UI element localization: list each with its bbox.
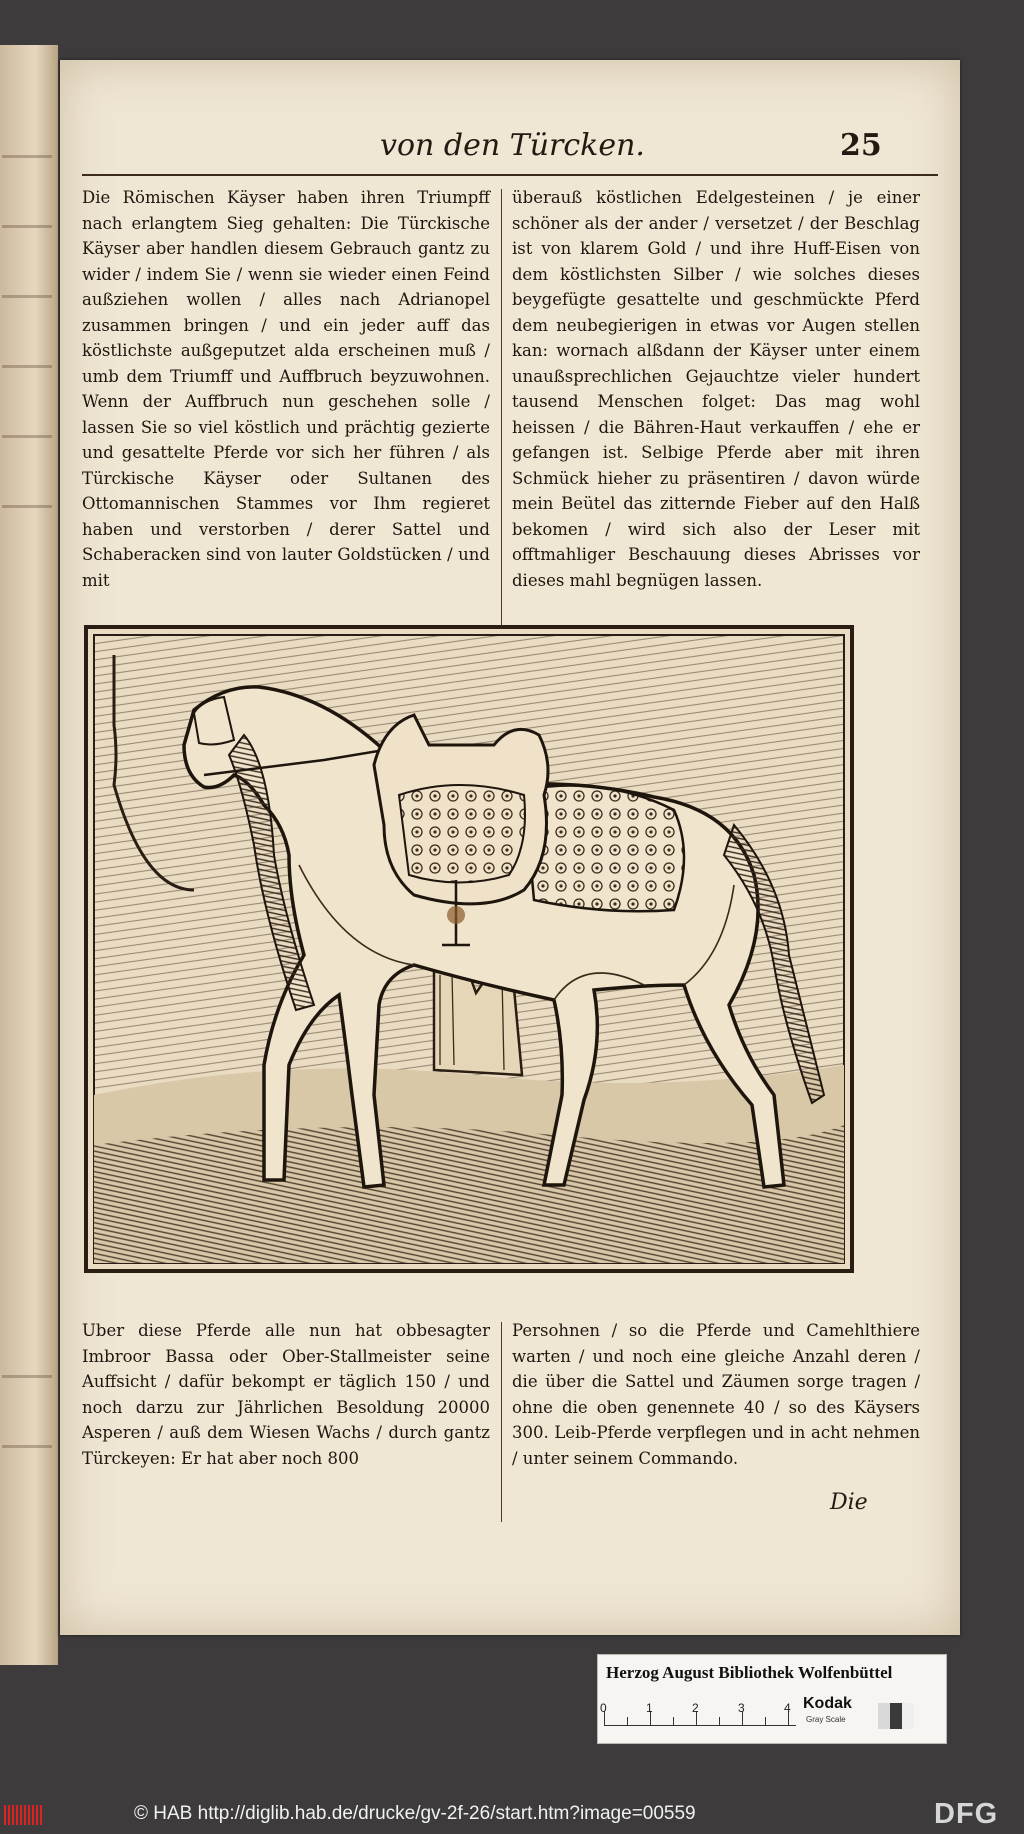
dfg-logo: DFG bbox=[934, 1798, 999, 1830]
edge-text-line bbox=[2, 505, 52, 508]
scale-number: 3 bbox=[738, 1701, 745, 1715]
page-number: 25 bbox=[840, 128, 882, 163]
scale-tick bbox=[765, 1717, 766, 1725]
gray-scale-ruler bbox=[604, 1695, 796, 1726]
footer-bar bbox=[0, 1795, 1024, 1834]
scale-tick bbox=[627, 1717, 628, 1725]
lower-text-block bbox=[82, 1318, 942, 1538]
header-rule bbox=[82, 174, 938, 176]
scale-number: 0 bbox=[600, 1701, 607, 1715]
edge-text-line bbox=[2, 365, 52, 368]
lower-left-column: Uber diese Pferde alle nun hat obbesagter Imbroor Bassa oder Ober-Stallmeister seine Auffsicht / dafür bekompt er täglich 150 / und noch darzu zur Jährlichen Besoldung 20000 Asperen / auß dem Wiesen Wachs / durch gantz Türckeyen: Er hat aber noch 800 bbox=[82, 1321, 490, 1468]
edge-text-line bbox=[2, 155, 52, 158]
barcode-icon bbox=[4, 1805, 44, 1825]
scale-tick bbox=[719, 1717, 720, 1725]
gray-swatch bbox=[878, 1703, 890, 1729]
library-color-target bbox=[597, 1654, 947, 1744]
library-name: Herzog August Bibliothek Wolfenbüttel bbox=[606, 1663, 893, 1682]
scale-number: 1 bbox=[646, 1701, 653, 1715]
column-divider bbox=[501, 189, 502, 659]
upper-left-column: Die Römischen Käyser haben ihren Triumpff nach erlangtem Sieg gehalten: Die Türckische Käyser aber handlen diesem Gebrauch gantz zu wider / indem Sie / wenn sie wieder einen Feind außziehen wollen / alles nach Adrianopel zusammen bringen / und ein jeder auff das köstlichste außgeputzet alda erscheinen muß / umb dem Triumff und Auffbruch beyzuwohnen. Wenn der Auffbruch nun geschehen solle / lassen Sie so viel köstlich und prächtig gezierte und gesattelte Pferde vor sich her führen / als Türckische Käyser oder Sultanen des Ottomannischen Stammes vor Ihm regieret haben und verstorben / derer Sattel und Schaberacken sind von lauter Goldstücken / und mit bbox=[82, 188, 490, 590]
edge-text-line bbox=[2, 1375, 52, 1378]
saddled-horse-woodcut bbox=[84, 625, 854, 1273]
edge-text-line bbox=[2, 435, 52, 438]
upper-text-block bbox=[82, 185, 942, 665]
adjacent-page-edge bbox=[0, 45, 58, 1665]
source-credit: © HAB http://diglib.hab.de/drucke/gv-2f-26/start.htm?image=00559 bbox=[134, 1803, 696, 1824]
scale-number: 4 bbox=[784, 1701, 791, 1715]
edge-text-line bbox=[2, 225, 52, 228]
book-page bbox=[60, 60, 960, 1635]
kodak-brand: Kodak bbox=[803, 1695, 852, 1712]
scale-tick bbox=[673, 1717, 674, 1725]
gray-swatch bbox=[890, 1703, 902, 1729]
catchword: Die bbox=[830, 1490, 868, 1515]
edge-text-line bbox=[2, 1445, 52, 1448]
gray-swatch bbox=[902, 1703, 914, 1729]
running-head bbox=[60, 128, 960, 178]
upper-right-column: überauß köstlichen Edelgesteinen / je einer schöner als der ander / versetzet / der Beschlag ist von klarem Gold / und ihre Huff-Eisen von dem köstlichsten Silber / wie solches dieses beygefügte gesattelte und geschmückte Pferd dem neubegierigen in etwas vor Augen stellen kan: wornach alßdann der Käyser unter einem unaußsprechlichen Gejauchtze vieler hundert tausend Menschen folget: Das mag wohl heissen / die Bähren-Haut verkauffen / ehe er gefangen ist. Selbige Pferde aber mit ihren Schmück hieher zu präsentiren / davon würde mein Beütel das zitternde Fieber auf den Halß bekomen / wird sich also der Leser mit offtmahliger Beschauung dieses Abrisses vor dieses mahl begnügen lassen. bbox=[512, 188, 920, 590]
lower-right-column: Persohnen / so die Pferde und Camehlthiere warten / und noch eine gleiche Anzahl deren / die über die Sattel und Zäumen sorge tragen / ohne die oben genennete 40 / so des Käysers 300. Leib-Pferde verpflegen und in acht nehmen / unter seinem Commando. bbox=[512, 1321, 920, 1468]
column-divider bbox=[501, 1322, 502, 1522]
scale-number: 2 bbox=[692, 1701, 699, 1715]
gray-scale-caption: Gray Scale bbox=[806, 1715, 846, 1724]
edge-text-line bbox=[2, 295, 52, 298]
page-title: von den Türcken. bbox=[380, 128, 645, 163]
